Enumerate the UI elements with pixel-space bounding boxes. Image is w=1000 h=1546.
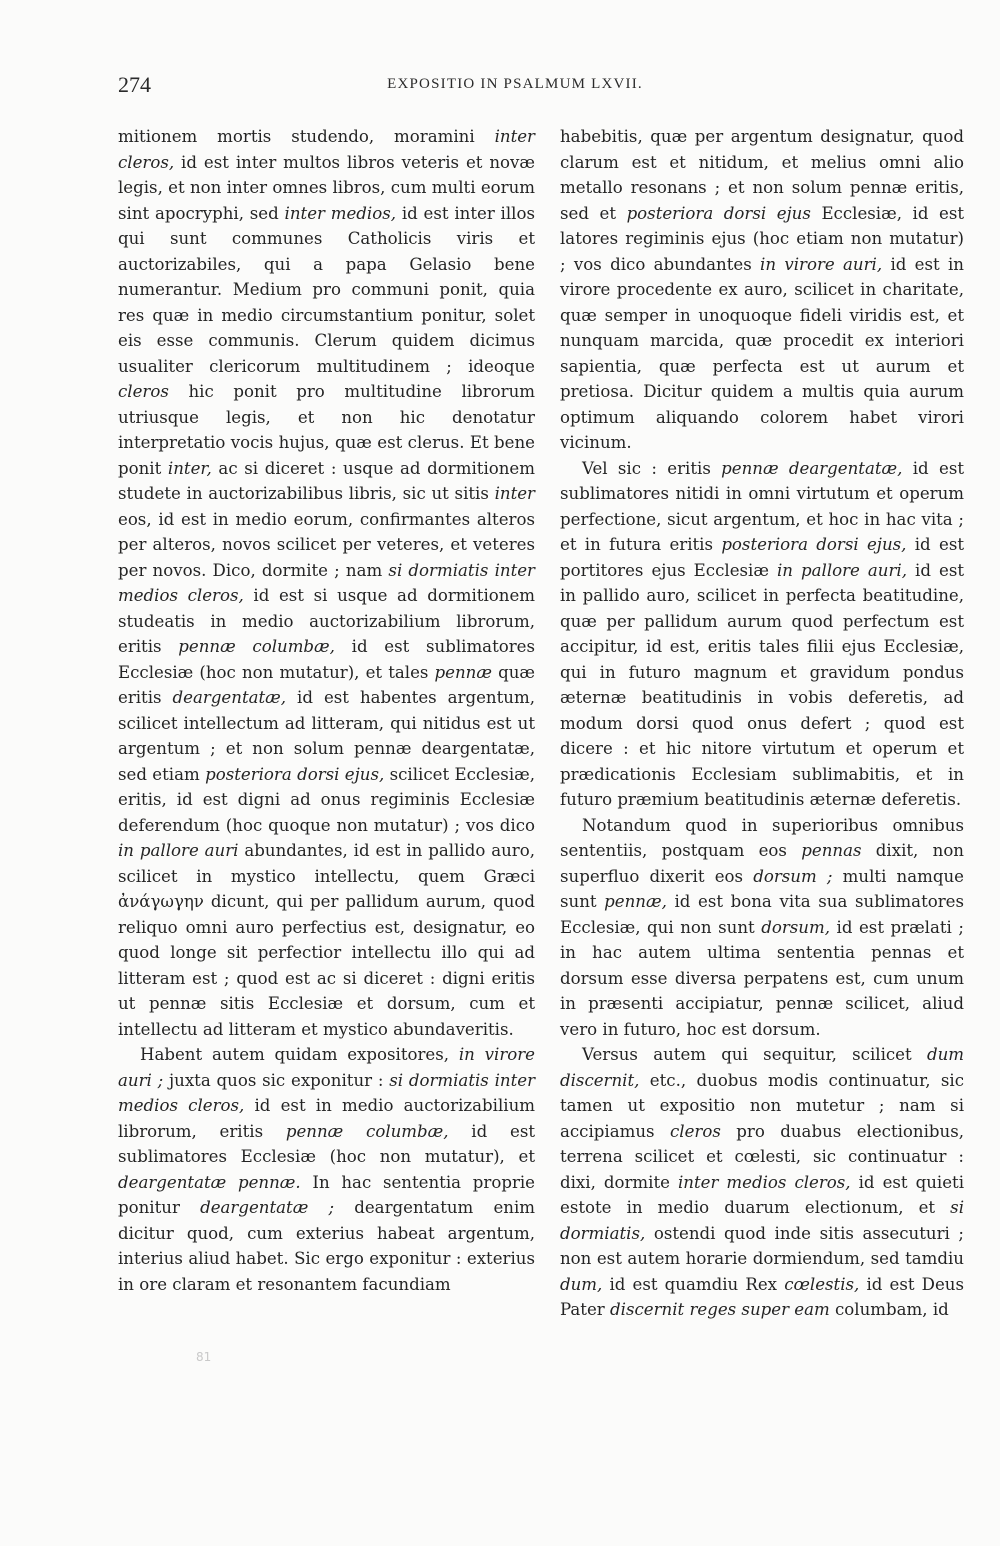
text-run: Ecclesiæ, id est latores regiminis ejus (hoc etiam non mutatur) ; vos dico abundantes <box>560 203 965 274</box>
text-run: id est habentes argentum, scilicet intellectum ad litteram, qui nitidus est ut argentum ; et non solum pennæ deargentatæ, sed etiam <box>118 688 535 784</box>
italic-quotation: deargentatæ pennæ. <box>118 1172 301 1192</box>
italic-quotation: inter cleros, <box>118 127 535 172</box>
text-run: id est si usque ad dormitionem studeatis in medio auctorizabilium librorum, eritis <box>118 586 535 656</box>
italic-quotation: cleros <box>118 382 169 401</box>
text-run: hic ponit pro multitudine librorum utriusque legis, et non hic denotatur interpretatio vocis hujus, quæ est clerus. Et bene ponit <box>118 382 535 478</box>
text-run: id est sublimatores nitidi in omni virtutum et operum perfectione, sicut argentum, et hoc in hac vita ; et in futura eritis <box>560 458 965 554</box>
italic-quotation: dum discernit, <box>560 1045 964 1090</box>
text-run: id est prælati ; in hac autem ultima sententia pennas et dorsum esse diversa perpatens est, cum unum in præsenti accipiatur, pennæ scilicet, aliud vero in futuro, hoc est dorsum. <box>560 917 964 1039</box>
text-run: Habent autem quidam expositores, <box>140 1045 459 1064</box>
text-run: habebitis, quæ per argentum designatur, quod clarum est et nitidum, et melius omni alio metallo resonans ; et non solum pennæ eritis, sed et <box>560 127 964 223</box>
text-run: quæ eritis <box>118 662 536 707</box>
italic-quotation: in pallore auri <box>118 841 239 860</box>
paragraph <box>560 813 964 1043</box>
italic-quotation: dum, <box>560 1274 603 1294</box>
text-run: mitionem mortis studendo, moramini <box>118 127 495 146</box>
text-run: dixit, non superfluo dixerit eos <box>560 841 964 886</box>
italic-quotation: pennæ columbæ, <box>285 1121 449 1141</box>
text-run: id est in medio auctorizabilium librorum, eritis <box>118 1096 535 1141</box>
paragraph <box>118 124 535 1042</box>
text-run: id est in pallido auro, scilicet in perfecta beatitudine, quæ per pallidum aurum quod perfectum est accipitur, id est, eritis tales filii ejus Ecclesiæ, qui in futuro magnum et gravidum pondus æternæ beatitudinis in vobis deferetis, ad modum dorsi quod onus defert ; quod est dicere : et hic nitore virtutum et operum et prædicationis Ecclesiam sublimabitis, et in futuro præmium beatitudinis æternæ deferetis. <box>560 560 965 809</box>
text-column-right <box>560 124 964 1354</box>
italic-quotation: pennas <box>801 841 862 860</box>
page-header <box>118 72 882 98</box>
text-run: Notandum quod in superioribus omnibus sententiis, postquam eos <box>560 815 964 860</box>
text-run: ac si diceret : usque ad dormitionem studete in auctorizabilibus libris, sic ut sitis <box>118 458 535 503</box>
italic-quotation: deargentatæ ; <box>200 1198 335 1217</box>
text-column-left <box>118 124 535 1354</box>
paragraph <box>118 1042 535 1297</box>
running-title: EXPOSITIO IN PSALMUM LXVII. <box>387 76 643 92</box>
text-run: columbam, id <box>829 1300 949 1319</box>
text-run: In hac sententia proprie ponitur <box>118 1172 536 1217</box>
italic-quotation: pennæ columbæ, <box>178 637 335 656</box>
italic-quotation: in pallore auri, <box>776 560 907 580</box>
italic-quotation: posteriora dorsi ejus, <box>721 535 907 554</box>
text-run: id est bona vita sua sublimatores Ecclesiæ, qui non sunt <box>560 892 964 937</box>
italic-quotation: dorsum, <box>761 917 830 937</box>
italic-quotation: in virore auri ; <box>118 1045 535 1090</box>
italic-quotation: cleros <box>669 1121 721 1141</box>
italic-quotation: pennæ, <box>604 892 667 911</box>
page-number: 274 <box>118 72 151 97</box>
text-run: Versus autem qui sequitur, scilicet <box>582 1045 927 1064</box>
paragraph <box>560 124 964 456</box>
text-run: deargentatum enim dicitur quod, cum exterius habeat argentum, interius aliud habet. Sic ergo exponitur : exterius in ore claram et resonantem facundiam <box>118 1198 535 1294</box>
italic-quotation: inter <box>494 484 535 503</box>
italic-quotation: inter medios cleros, <box>678 1172 851 1192</box>
text-run: abundantes, id est in pallido auro, scilicet in mystico intellectu, quem Græci ἀνάγωγην dicunt, qui per pallidum aurum, quod reliquo omni auro perfectius est, designatur, eo quod longe sit perfectior intellectu illo qui ad litteram est ; quod est ac si diceret : digni eritis ut pennæ sitis Ecclesiæ et dorsum, cum et intellectu ad litteram et mystico abundaveritis. <box>118 841 535 1039</box>
italic-quotation: si dormiatis inter medios cleros, <box>118 560 535 605</box>
text-run: multi namque sunt <box>560 866 964 911</box>
paragraph <box>560 1042 964 1323</box>
text-run: scilicet Ecclesiæ, eritis, id est digni ad onus regiminis Ecclesiæ deferendum (hoc quoque non mutatur) ; vos dico <box>118 764 535 835</box>
italic-quotation: si dormiatis, <box>560 1198 964 1243</box>
text-run: id est quieti estote in medio duarum electionum, et <box>560 1172 965 1217</box>
bleed-through-mark: 81 <box>196 1350 212 1364</box>
text-run: id est in virore procedente ex auro, scilicet in charitate, quæ semper in unoquoque fideli viridis est, et nunquam marcida, quæ procedit ex interiori sapientia, quæ perfecta est ut aurum et pretiosa. Dicitur quidem a multis quia aurum optimum aliquando colorem habet virori vicinum. <box>560 254 964 452</box>
italic-quotation: dorsum ; <box>753 866 833 886</box>
italic-quotation: posteriora dorsi ejus <box>626 203 811 223</box>
italic-quotation: inter, <box>167 458 212 478</box>
text-run: id est sublimatores Ecclesiæ (hoc non mutatur), et <box>118 1121 535 1166</box>
italic-quotation: pennæ deargentatæ, <box>721 458 903 478</box>
italic-quotation: inter medios, <box>284 203 397 223</box>
italic-quotation: posteriora dorsi ejus, <box>205 764 385 784</box>
text-run: id est inter illos qui sunt communes Catholicis viris et auctorizabiles, qui a papa Gelasio bene numerantur. Medium pro communi ponit, quia res quæ in medio circumstantium ponitur, solet eis esse communis. Clerum quidem dicimus usualiter clericorum multitudinem ; ideoque <box>118 203 535 376</box>
text-run: pro duabus electionibus, terrena scilicet et cœlesti, sic continuatur : dixi, dormite <box>560 1121 964 1192</box>
text-run: id est portitores ejus Ecclesiæ <box>560 535 965 580</box>
text-run: etc., duobus modis continuatur, sic tamen ut expositio non mutetur ; nam si accipiamus <box>560 1070 964 1141</box>
text-run: id est Deus Pater <box>560 1274 964 1319</box>
italic-quotation: deargentatæ, <box>172 688 287 707</box>
text-run: juxta quos sic exponitur : <box>163 1070 390 1090</box>
italic-quotation: cœlestis, <box>784 1274 860 1294</box>
italic-quotation: si dormiatis inter medios cleros, <box>118 1070 536 1115</box>
italic-quotation: discernit reges super eam <box>610 1300 830 1319</box>
text-run: id est quamdiu Rex <box>602 1274 785 1294</box>
paragraph <box>560 456 964 813</box>
text-run: Vel sic : eritis <box>582 458 722 478</box>
text-run: id est inter multos libros veteris et novæ legis, et non inter omnes libros, cum multi eorum sint apocryphi, sed <box>118 152 535 223</box>
text-run: eos, id est in medio eorum, confirmantes alteros per alteros, novos scilicet per veteres, et veteres per novos. Dico, dormite ; nam <box>118 509 535 580</box>
text-run: ostendi quod inde sitis assecuturi ; non est autem horarie dormiendum, sed tamdiu <box>560 1223 964 1268</box>
italic-quotation: pennæ <box>434 662 492 682</box>
italic-quotation: in virore auri, <box>760 254 883 274</box>
text-run: id est sublimatores Ecclesiæ (hoc non mutatur), et tales <box>118 637 535 682</box>
